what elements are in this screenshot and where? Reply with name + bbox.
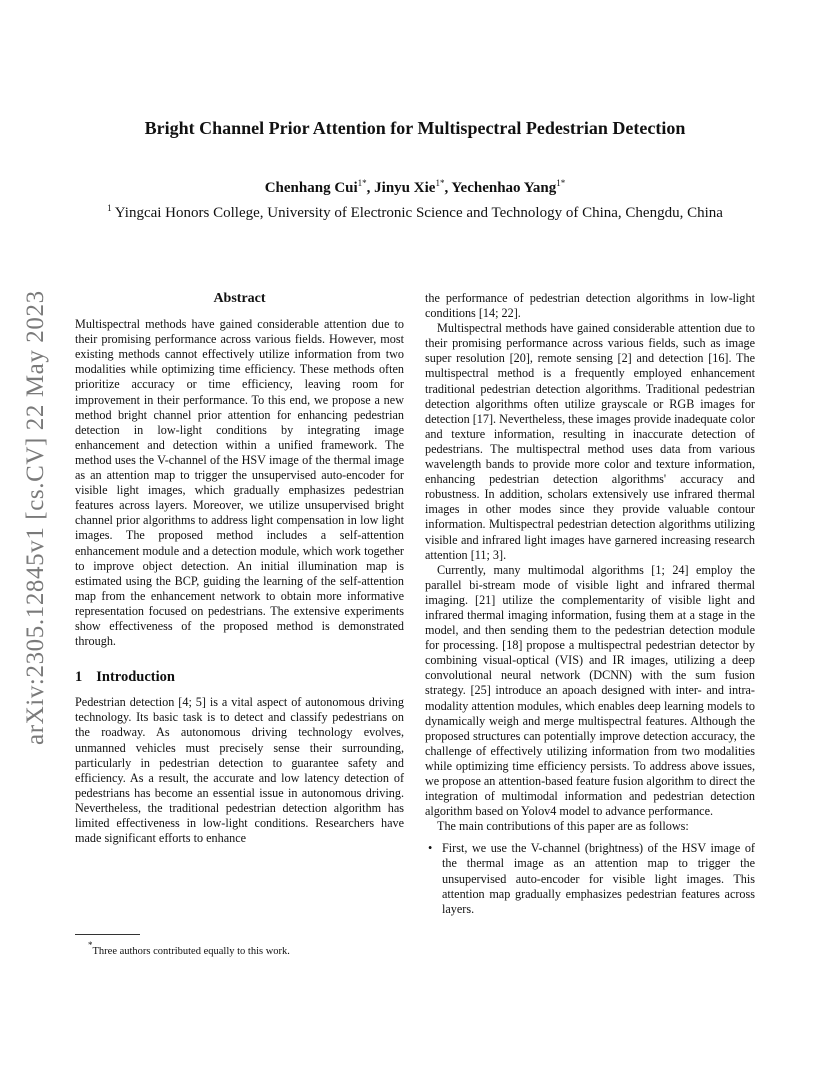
author-mark: 1* [556, 178, 566, 188]
author-list [90, 178, 740, 197]
author-separator: , [444, 180, 452, 196]
abstract-text: Multispectral methods have gained considerable attention due to their promising performance across various fields. However, most existing methods cannot effectively utilize information from two modalities while optimizing time efficiency. These methods often prioritize accuracy or time efficiency, leaving room for improvement in their performance. To this end, we propose a new method bright channel prior attention for enhancing pedestrian detection in low-light conditions by integrating image enhancement and detection within a unified framework. The method uses the V-channel of the HSV image of the thermal image as an attention map to trigger the unsupervised auto-encoder for visible light images, which gradually emphasizes pedestrian features across layers. Moreover, we utilize unsupervised bright channel prior algorithms to address light compensation in low light images. The proposed method includes a self-attention enhancement module and a detection module, which work together to improve object detection. An initial illumination map is estimated using the BCP, guiding the learning of the self-attention map from the enhancement network to obtain more informative representation focused on pedestrians. The extensive experiments show effectiveness of the proposed method is demonstrated through. [75, 317, 404, 649]
intro-paragraph: Pedestrian detection [4; 5] is a vital aspect of autonomous driving technology. Its basic task is to detect and classify pedestrians on the roadway. As autonomous driving technology evolves, unmanned vehicles must precisely sense their surrounding, particularly in pedestrian detection to guarantee safety and efficiency. As a result, the accurate and low latency detection of pedestrians has become an essential issue in autonomous driving. Nevertheless, the traditional pedestrian detection algorithm has limited effectiveness in low-light conditions. Researchers have made significant efforts to enhance [75, 695, 404, 846]
list-item [428, 841, 755, 916]
abstract-heading: Abstract [213, 291, 266, 306]
intro-paragraph: Multispectral methods have gained considerable attention due to their promising performance across various fields, such as image super resolution [20], remote sensing [2] and detection [16]. The multispectral method is a frequently employed enhancement traditional pedestrian detection algorithms. Traditional pedestrian detection algorithms often utilize grayscale or RGB images for detection [17]. Nevertheless, these images provide inadequate color and texture information, resulting in inaccurate detection of pedestrians. The multispectral method uses data from various wavelength bands to provide more color and texture information, enhancing pedestrian detection algorithms' accuracy and robustness. In addition, scholars extensively use infrared thermal images in other modes since they provide valuable contour information. Multispectral pedestrian detection algorithms utilizing visible and infrared light images have garnered increasing research attention [11; 3]. [425, 321, 755, 562]
author-name: Jinyu Xie [374, 180, 436, 196]
author-name: Chenhang Cui [264, 180, 358, 196]
intro-paragraph: The main contributions of this paper are as follows: [437, 819, 689, 834]
footnote-text: Three authors contributed equally to this work. [92, 946, 290, 957]
author-name: Yechenhao Yang [451, 180, 557, 196]
intro-paragraph-continued: the performance of pedestrian detection algorithms in low-light conditions [14; 22]. [425, 291, 755, 321]
author-separator: , [366, 180, 375, 196]
affiliation [70, 203, 760, 222]
left-column [75, 291, 404, 846]
right-column [425, 291, 755, 917]
section-number: 1 [75, 669, 83, 686]
footnote-divider [75, 934, 140, 935]
affiliation-text: Yingcai Honors College, University of Electronic Science and Technology of China, Chengdu, China [114, 205, 723, 221]
contribution-list [425, 841, 755, 916]
affiliation-mark: 1 [107, 203, 112, 213]
paper-title: Bright Channel Prior Attention for Multispectral Pedestrian Detection [144, 118, 686, 138]
author-mark: 1* [435, 178, 445, 188]
footnote-mark: * [88, 940, 93, 950]
section-heading [75, 670, 404, 685]
bullet-icon: • [428, 841, 433, 856]
list-item-text: First, we use the V-channel (brightness) of the HSV image of the thermal image as an attention map to trigger the unsupervised auto-encoder for visible light images. This attention map gradually emphasizes pedestrian features across layers. [442, 841, 755, 916]
footnote [88, 939, 290, 958]
section-title: Introduction [96, 669, 175, 686]
intro-paragraph: Currently, many multimodal algorithms [1; 24] employ the parallel bi-stream mode of visible light and infrared thermal imaging. [21] utilize the complementarity of visible light and infrared thermal imaging information, fusing them at a stage in the model, and then sending them to the pedestrian detection module for processing. [18] propose a multispectral pedestrian detector by combining visual-optical (VIS) and IR images, utilizing a deep convolutional neural network (DCNN) with the sum fusion strategy. [25] introduce an apoach designed with inter- and intra-modality attention modules, which enables deep learning models to dynamically weigh and merge multispectral features. Although the proposed structures can potentially improve detection accuracy, the challenge of effectively utilizing information from two modalities while optimizing time efficiency persists. To address above issues, we propose an attention-based feature fusion algorithm to direct the integration of multimodal information and pedestrian detection algorithm based on Yolov4 model to advance performance. [425, 562, 755, 819]
arxiv-stamp: arXiv:2305.12845v1 [cs.CV] 22 May 2023 [22, 290, 49, 746]
author-mark: 1* [357, 178, 367, 188]
